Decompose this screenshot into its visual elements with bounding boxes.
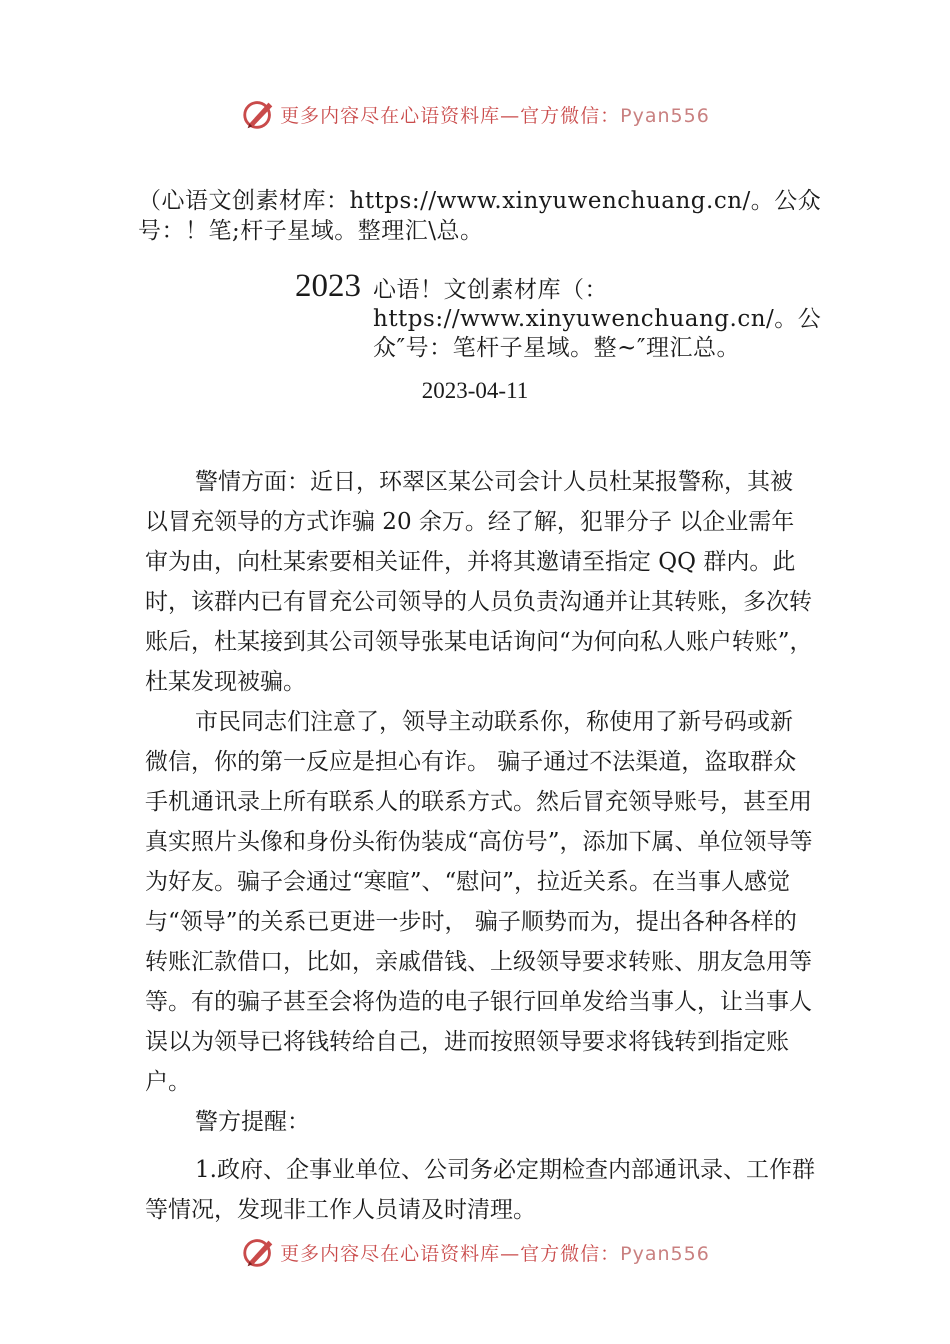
paragraph-tip-1: 1.政府、企事业单位、公司务必定期检查内部通讯录、工作群等情况，发现非工作人员请及时清理。 [145,1157,815,1223]
header-banner [0,92,950,136]
pen-logo-icon [240,95,278,133]
footer-banner [0,1230,950,1274]
paragraph-incident: 警情方面：近日，环翠区某公司会计人员杜某报警称，其被以冒充领导的方式诈骗 20 余万。经了解，犯罪分子 以企业需年审为由，向杜某索要相关证件，并将其邀请至指定 QQ 群内。此时，该群内已有冒充公司领导的人员负责沟通并让其转账，多次转账后，杜某接到其公司领导张某电话询问“为何向私人账户转账”，杜某发现被骗。 [145,469,813,695]
pen-logo-icon [240,1233,278,1271]
paragraph-warning: 市民同志们注意了，领导主动联系你，称使用了新号码或新微信，你的第一反应是担心有诈。 骗子通过不法渠道，盗取群众手机通讯录上所有联系人的联系方式。然后冒充领导账号，甚至用真实照片头像和身份头衔伪装成“高仿号”，添加下属、单位领导等为好友。骗子会通过“寒暄”、“慰问”，拉近关系。在当事人感觉与“领导”的关系已更进一步时， 骗子顺势而为，提出各种各样的转账汇款借口，比如，亲戚借钱、上级领导要求转账、朋友急用等等。有的骗子甚至会将伪造的电子银行回单发给当事人，让当事人误以为领导已将钱转给自己，进而按照领导要求将钱转到指定账户。 [145,709,813,1095]
source-note: （心语文创素材库：https://www.xinyuwenchuang.cn/。公众号：！笔;杆子星域。整理汇\总。 [138,188,822,244]
title-year: 2023 [295,268,361,304]
article-body [145,462,815,1230]
footer-banner-text: 更多内容尽在心语资料库—官方微信：Pyan556 [280,1242,710,1265]
title-text: 心语！文创素材库（：https://www.xinyuwenchuang.cn/。公众″号：笔杆子星域。整~″理汇总。 [373,277,822,361]
document-date: 2023-04-11 [421,378,529,403]
paragraph-police-reminder: 警方提醒： [195,1109,310,1135]
header-banner-text: 更多内容尽在心语资料库—官方微信：Pyan556 [280,104,710,127]
